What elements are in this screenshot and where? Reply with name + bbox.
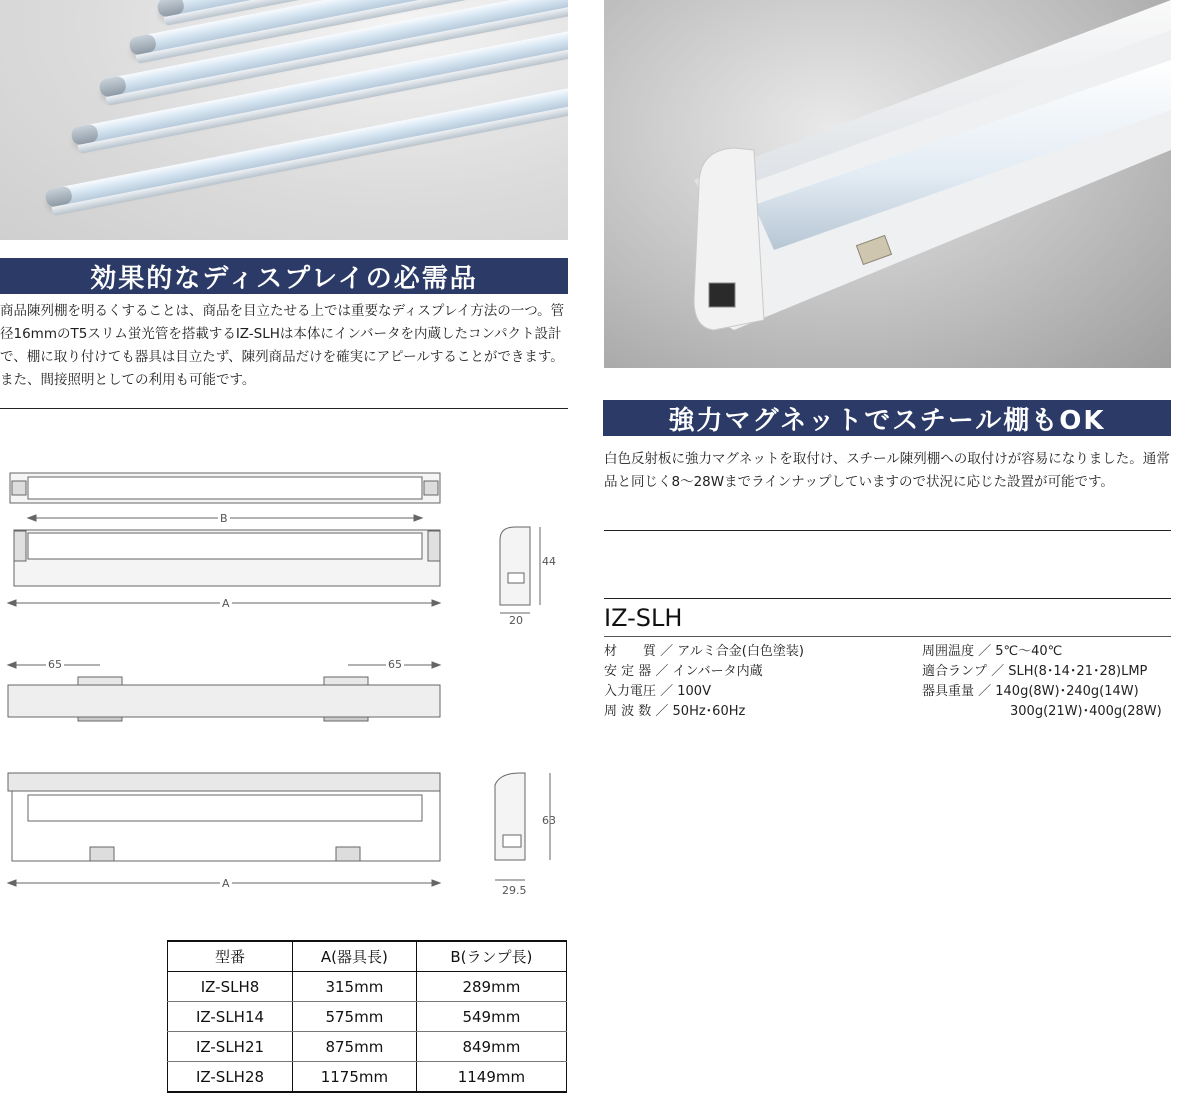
cell-b: 289mm [416, 972, 566, 1002]
fixture-illustration [604, 0, 1171, 368]
table-row [168, 1062, 567, 1093]
product-photo-tubes [0, 0, 568, 240]
table-header-row [168, 941, 567, 972]
drawing-top-view [10, 473, 440, 503]
header-model: 型番 [168, 941, 293, 972]
table-row [168, 972, 567, 1002]
label-distance-65-left: 65 [48, 658, 62, 671]
header-fixture-length: A(器具長) [293, 941, 417, 972]
cell-model: IZ-SLH8 [168, 972, 293, 1002]
label-a-reflector: A [222, 877, 230, 890]
spec-top-rule [604, 598, 1171, 599]
spec-ballast: 安 定 器 ／ インバータ内蔵 [604, 664, 763, 679]
cell-a: 575mm [293, 1002, 417, 1032]
label-b: B [220, 512, 228, 525]
cell-a: 875mm [293, 1032, 417, 1062]
drawing-side-view [500, 527, 540, 613]
spec-divider [604, 636, 1171, 637]
spec-right-column [922, 642, 1162, 722]
drawing-reflector-view [8, 773, 550, 886]
label-height-44: 44 [542, 555, 556, 568]
cell-model: IZ-SLH28 [168, 1062, 293, 1093]
drawing-front-view [8, 515, 440, 606]
divider-right [604, 530, 1171, 531]
description-left: 商品陳列棚を明るくすることは、商品を目立たせる上では重要なディスプレイ方法の一つ。管径16mmのT5スリム蛍光管を搭載するIZ-SLHは本体にインバータを内蔵したコンパクト設計で、棚に取り付けても器具は目立たず、陳列商品だけを確実にアピールすることができます。また、間接照明としての利用も可能です。 [0, 303, 565, 388]
cell-model: IZ-SLH21 [168, 1032, 293, 1062]
spec-material: 材 質 ／ アルミ合金(白色塗装) [604, 644, 804, 659]
cell-b: 549mm [416, 1002, 566, 1032]
table-row [168, 1032, 567, 1062]
description-right: 白色反射板に強力マグネットを取付け、スチール陳列棚への取付けが容易になりました。通常品と同じく8〜28Wまでラインナップしていますので状況に応じた設置が可能です。 [604, 451, 1170, 490]
cell-a: 1175mm [293, 1062, 417, 1093]
spec-voltage: 入力電圧 ／ 100V [604, 684, 711, 699]
cell-b: 1149mm [416, 1062, 566, 1093]
cell-b: 849mm [416, 1032, 566, 1062]
label-distance-65-right: 65 [388, 658, 402, 671]
table-row [168, 1002, 567, 1032]
spec-left-column [604, 642, 804, 722]
label-a-front: A [222, 597, 230, 610]
model-name: IZ-SLH [604, 604, 683, 632]
spec-frequency: 周 波 数 ／ 50Hz･60Hz [604, 704, 746, 719]
size-table [167, 940, 567, 1093]
heading-display-essential: 効果的なディスプレイの必需品 [0, 258, 568, 294]
product-photo-fixture [604, 0, 1171, 368]
label-width-20: 20 [509, 614, 523, 627]
spec-temperature: 周囲温度 ／ 5℃〜40℃ [922, 644, 1063, 659]
divider-left [0, 408, 568, 409]
drawing-magnet-view [8, 662, 440, 721]
spec-weight-continued: 300g(21W)･400g(28W) [1010, 704, 1162, 719]
spec-weight: 器具重量 ／ 140g(8W)･240g(14W) [922, 684, 1139, 699]
spec-lamp: 適合ランプ ／ SLH(8･14･21･28)LMP [922, 664, 1148, 679]
cell-model: IZ-SLH14 [168, 1002, 293, 1032]
technical-drawings [0, 455, 580, 905]
header-lamp-length: B(ランプ長) [416, 941, 566, 972]
label-height-63: 63 [542, 814, 556, 827]
cell-a: 315mm [293, 972, 417, 1002]
label-width-29-5: 29.5 [502, 884, 527, 897]
heading-magnet: 強力マグネットでスチール棚もOK [603, 400, 1171, 436]
